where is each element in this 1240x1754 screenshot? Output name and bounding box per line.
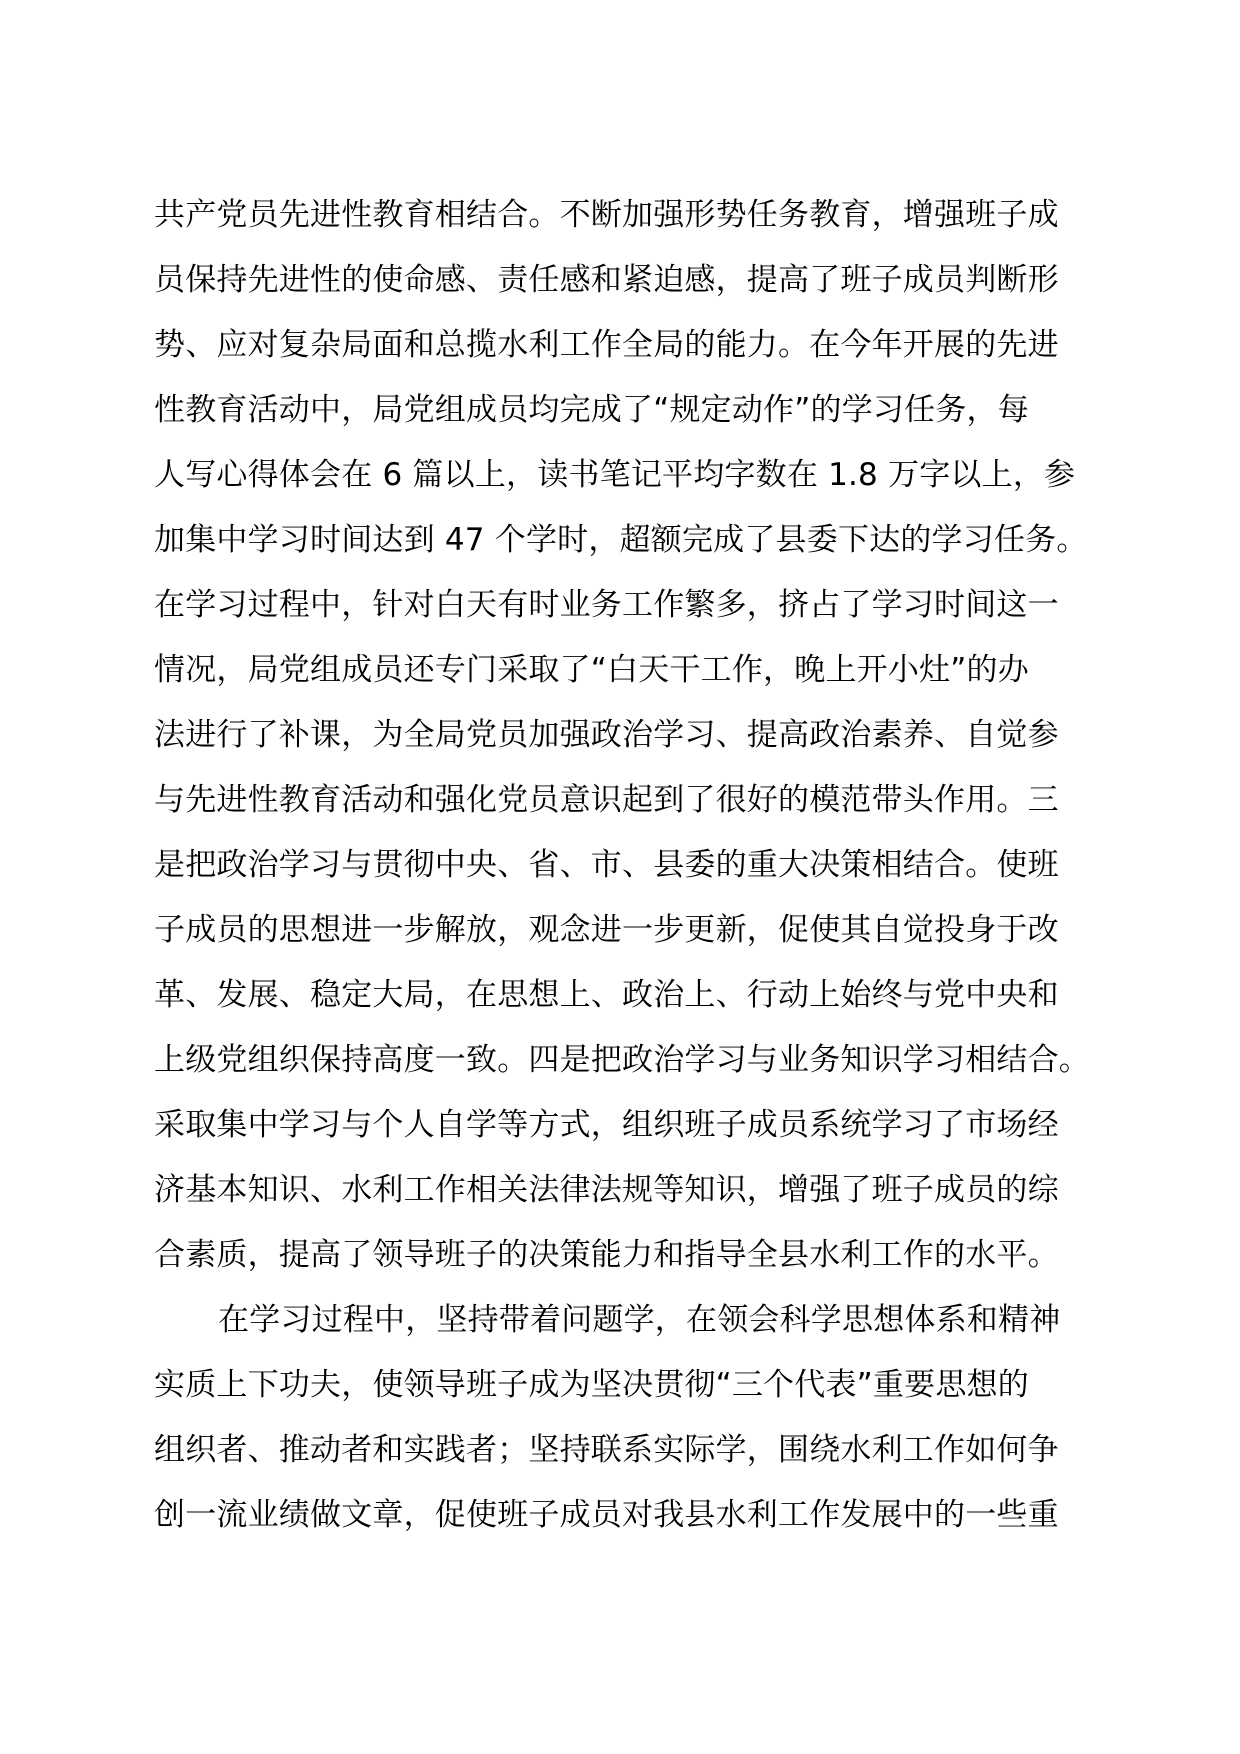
text-line: 加集中学习时间达到 47 个学时，超额完成了县委下达的学习任务。 xyxy=(154,522,1088,558)
text-line: 采取集中学习与个人自学等方式，组织班子成员系统学习了市场经 xyxy=(154,1107,1059,1143)
text-line: 组织者、推动者和实践者；坚持联系实际学，围绕水利工作如何争 xyxy=(154,1432,1059,1468)
text-line: 法进行了补课，为全局党员加强政治学习、提高政治素养、自觉参 xyxy=(154,717,1059,753)
text-line: 是把政治学习与贯彻中央、省、市、县委的重大决策相结合。使班 xyxy=(154,847,1059,883)
text-line-indented: 在学习过程中，坚持带着问题学，在领会科学思想体系和精神 xyxy=(218,1302,1061,1338)
text-line: 济基本知识、水利工作相关法律法规等知识，增强了班子成员的综 xyxy=(154,1172,1059,1208)
text-line: 性教育活动中，局党组成员均完成了“规定动作”的学习任务，每 xyxy=(154,392,1029,428)
text-line: 情况，局党组成员还专门采取了“白天干工作，晚上开小灶”的办 xyxy=(154,652,1029,688)
text-line: 实质上下功夫，使领导班子成为坚决贯彻“三个代表”重要思想的 xyxy=(154,1367,1029,1403)
text-line: 上级党组织保持高度一致。四是把政治学习与业务知识学习相结合。 xyxy=(154,1042,1090,1078)
text-line: 在学习过程中，针对白天有时业务工作繁多，挤占了学习时间这一 xyxy=(154,587,1059,623)
body-text xyxy=(154,183,1094,1548)
text-line: 共产党员先进性教育相结合。不断加强形势任务教育，增强班子成 xyxy=(154,197,1059,233)
paragraph-2 xyxy=(154,1288,1094,1548)
text-line: 势、应对复杂局面和总揽水利工作全局的能力。在今年开展的先进 xyxy=(154,327,1059,363)
text-line: 创一流业绩做文章，促使班子成员对我县水利工作发展中的一些重 xyxy=(154,1497,1059,1533)
text-line: 与先进性教育活动和强化党员意识起到了很好的模范带头作用。三 xyxy=(154,782,1059,818)
paragraph-1 xyxy=(154,183,1094,1288)
text-line: 子成员的思想进一步解放，观念进一步更新，促使其自觉投身于改 xyxy=(154,912,1059,948)
text-line: 合素质，提高了领导班子的决策能力和指导全县水利工作的水平。 xyxy=(154,1237,1059,1273)
text-line: 革、发展、稳定大局，在思想上、政治上、行动上始终与党中央和 xyxy=(154,977,1059,1013)
text-line: 人写心得体会在 6 篇以上，读书笔记平均字数在 1.8 万字以上，参 xyxy=(154,457,1076,493)
text-line: 员保持先进性的使命感、责任感和紧迫感，提高了班子成员判断形 xyxy=(154,262,1059,298)
